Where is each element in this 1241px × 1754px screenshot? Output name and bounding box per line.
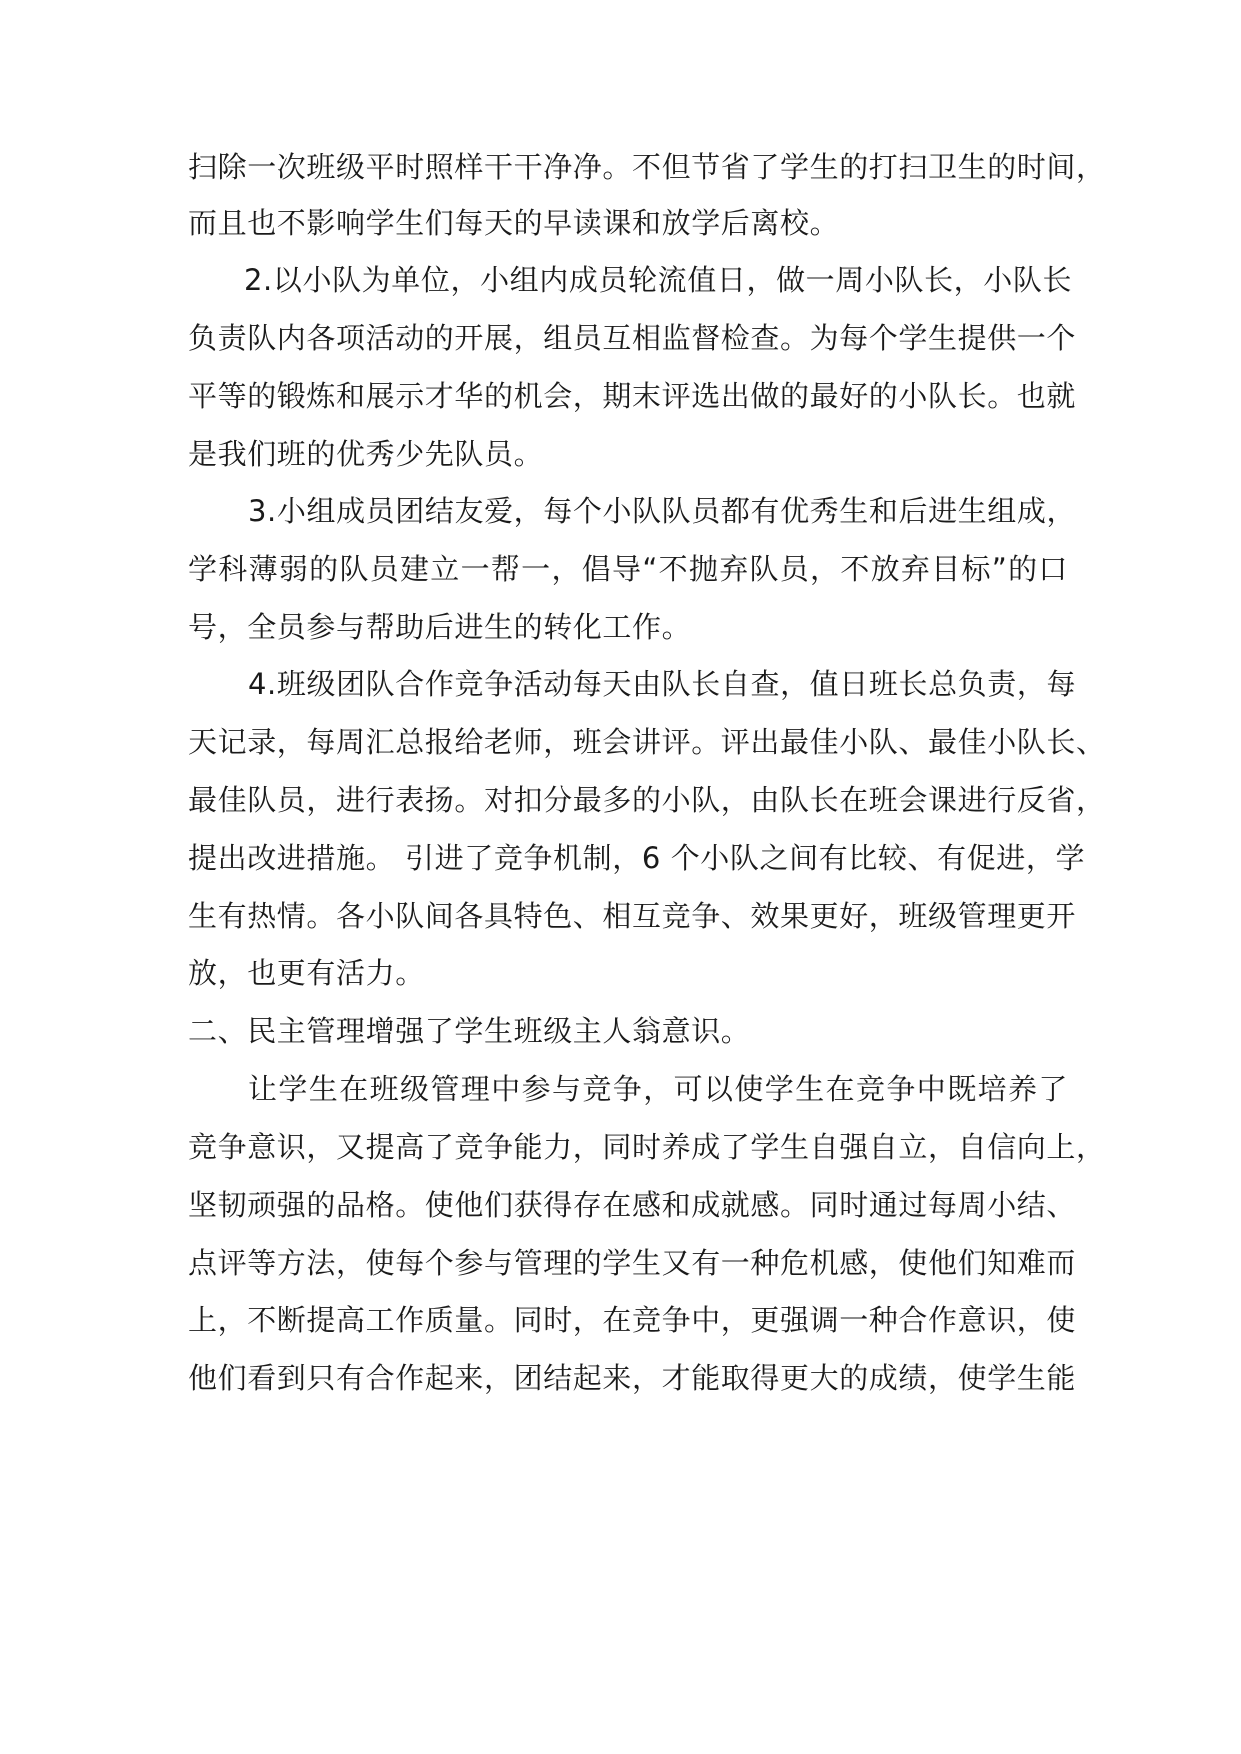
- text-line: 而且也不影响学生们每天的早读课和放学后离校。: [188, 206, 840, 240]
- text-line: 让学生在班级管理中参与竞争，可以使学生在竞争中既培养了: [248, 1072, 1068, 1106]
- text-line: 坚韧顽强的品格。使他们获得存在感和成就感。同时通过每周小结、: [188, 1188, 1077, 1222]
- text-line: 扫除一次班级平时照样干干净净。不但节省了学生的打扫卫生的时间，: [188, 150, 1106, 184]
- text-line: 最佳队员，进行表扬。对扣分最多的小队，由队长在班会课进行反省，: [188, 783, 1106, 817]
- text-line: 上，不断提高工作质量。同时，在竞争中，更强调一种合作意识，使: [188, 1303, 1077, 1337]
- text-line: 点评等方法，使每个参与管理的学生又有一种危机感，使他们知难而: [188, 1246, 1077, 1280]
- text-line: 学科薄弱的队员建立一帮一，倡导“不抛弃队员，不放弃目标”的口: [188, 552, 1068, 586]
- text-line: 生有热情。各小队间各具特色、相互竞争、效果更好，班级管理更开: [188, 899, 1077, 933]
- text-line: 是我们班的优秀少先队员。: [188, 437, 544, 471]
- text-line: 号，全员参与帮助后进生的转化工作。: [188, 610, 692, 644]
- text-line: 2.以小队为单位，小组内成员轮流值日，做一周小队长，小队长: [244, 263, 1073, 297]
- text-line: 3.小组成员团结友爱，每个小队队员都有优秀生和后进生组成，: [248, 494, 1077, 528]
- section-heading: 二、民主管理增强了学生班级主人翁意识。: [188, 1014, 751, 1048]
- text-line: 竞争意识，又提高了竞争能力，同时养成了学生自强自立，自信向上，: [188, 1130, 1106, 1164]
- text-line: 4.班级团队合作竞争活动每天由队长自查，值日班长总负责，每: [248, 667, 1077, 701]
- text-line: 提出改进措施。 引进了竞争机制，6 个小队之间有比较、有促进，学: [188, 841, 1086, 875]
- text-line: 他们看到只有合作起来，团结起来，才能取得更大的成绩，使学生能: [188, 1361, 1077, 1395]
- text-line: 平等的锻炼和展示才华的机会，期末评选出做的最好的小队长。也就: [188, 379, 1077, 413]
- text-line: 天记录，每周汇总报给老师，班会讲评。评出最佳小队、最佳小队长、: [188, 725, 1106, 759]
- text-line: 放，也更有活力。: [188, 956, 425, 990]
- text-line: 负责队内各项活动的开展，组员互相监督检查。为每个学生提供一个: [188, 321, 1077, 355]
